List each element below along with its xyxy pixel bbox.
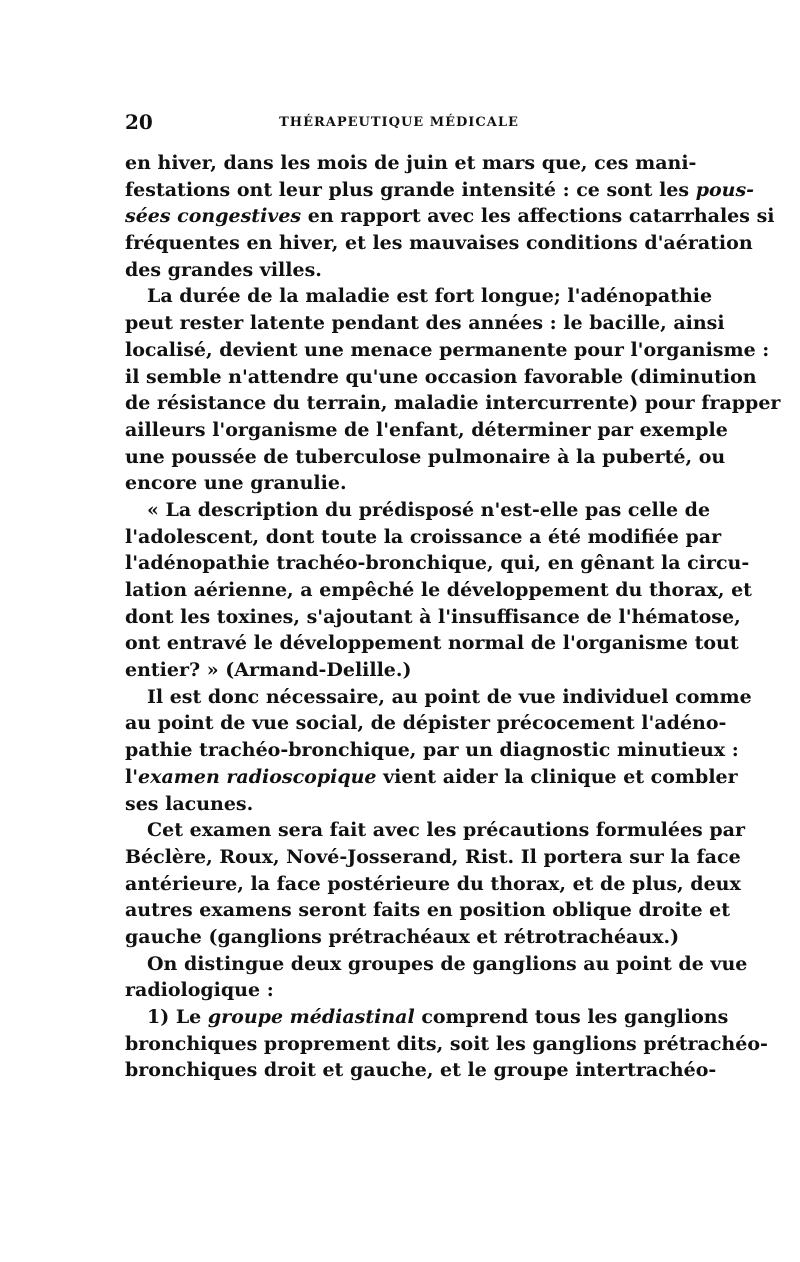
text-line	[125, 177, 755, 204]
text-line	[125, 710, 727, 737]
text-line	[125, 924, 680, 951]
italic-text: sées congestives	[125, 205, 302, 228]
text-run: festations ont leur plus grande intensité : ce sont les	[125, 178, 696, 201]
text-line	[125, 470, 673, 497]
text-line	[125, 444, 726, 471]
text-run: l'adolescent, dont toute la croissance a été modifiée par	[125, 525, 722, 548]
text-run: encore une granulie.	[125, 472, 347, 495]
text-line	[125, 657, 673, 684]
text-run: bronchiques proprement dits, soit les ganglions prétrachéo-	[125, 1032, 768, 1055]
text-run: une poussée de tuberculose pulmonaire à la puberté, ou	[125, 445, 726, 468]
text-line	[125, 1031, 768, 1058]
text-line	[125, 497, 711, 524]
text-line	[125, 684, 752, 711]
text-run: entier? » (Armand-Delille.)	[125, 659, 412, 682]
text-line	[125, 897, 731, 924]
text-run: ses lacunes.	[125, 792, 254, 815]
text-run: antérieure, la face postérieure du thorax, et de plus, deux	[125, 872, 741, 895]
text-line	[125, 951, 748, 978]
text-line	[125, 1004, 729, 1031]
text-run: gauche (ganglions prétrachéaux et rétrotrachéaux.)	[125, 925, 680, 948]
text-run: bronchiques droit et gauche, et le groupe intertrachéo-	[125, 1059, 717, 1082]
text-run: en rapport avec les affections catarrhales si	[301, 205, 775, 228]
text-run: La durée de la maladie est fort longue; l'adénopathie	[147, 285, 713, 308]
text-line	[125, 1057, 717, 1084]
text-line	[125, 764, 738, 791]
page-header	[125, 110, 673, 134]
text-line	[125, 791, 673, 818]
text-run: dont les toxines, s'ajoutant à l'insuffisance de l'hématose,	[125, 605, 741, 628]
text-run: radiologique :	[125, 979, 274, 1002]
text-line	[125, 203, 775, 230]
text-line	[125, 630, 739, 657]
text-line	[125, 577, 752, 604]
text-line	[125, 257, 673, 284]
text-run: « La description du prédisposé n'est-elle pas celle de	[147, 498, 711, 521]
text-run: fréquentes en hiver, et les mauvaises conditions d'aération	[125, 232, 753, 255]
text-line	[125, 871, 741, 898]
text-run: en hiver, dans les mois de juin et mars que, ces mani-	[125, 152, 697, 174]
text-run: ont entravé le développement normal de l'organisme tout	[125, 632, 739, 655]
italic-text: examen radioscopique	[138, 765, 377, 788]
text-line	[125, 604, 741, 631]
text-line	[125, 977, 673, 1004]
text-run: Cet examen sera fait avec les précautions formulées par	[147, 819, 745, 842]
text-run: au point de vue social, de dépister précocement l'adéno-	[125, 712, 727, 735]
text-run: vient aider la clinique et combler	[376, 765, 738, 788]
text-line	[125, 390, 781, 417]
italic-text: pous-	[695, 178, 755, 201]
text-line	[125, 524, 722, 551]
text-run: pathie trachéo-bronchique, par un diagnostic minutieux :	[125, 739, 739, 762]
text-run: comprend tous les ganglions	[414, 1006, 729, 1028]
text-run: l'	[125, 765, 139, 788]
text-line	[125, 817, 745, 844]
text-run: Béclère, Roux, Nové-Josserand, Rist. Il portera sur la face	[125, 845, 741, 868]
text-line	[125, 230, 753, 257]
text-run: 1) Le	[147, 1006, 208, 1028]
text-line	[125, 337, 770, 364]
text-line	[125, 844, 741, 871]
italic-text: groupe médiastinal	[207, 1006, 415, 1028]
text-run: des grandes villes.	[125, 258, 322, 281]
text-run: l'adénopathie trachéo-bronchique, qui, en gênant la circu-	[125, 552, 750, 575]
text-line	[125, 737, 739, 764]
body-text	[125, 150, 781, 1084]
text-run: peut rester latente pendant des années : le bacille, ainsi	[125, 312, 725, 335]
text-line	[125, 310, 725, 337]
text-run: On distingue deux groupes de ganglions au point de vue	[147, 952, 748, 975]
text-run: autres examens seront faits en position oblique droite et	[125, 899, 731, 922]
text-run: localisé, devient une menace permanente pour l'organisme :	[125, 338, 770, 361]
text-line	[125, 364, 757, 391]
text-line	[125, 550, 750, 577]
text-line	[125, 283, 713, 310]
text-run: lation aérienne, a empêché le développement du thorax, et	[125, 579, 752, 601]
text-line	[125, 150, 697, 177]
text-line	[125, 417, 728, 444]
text-run: Il est donc nécessaire, au point de vue individuel comme	[147, 685, 752, 708]
text-run: ailleurs l'organisme de l'enfant, déterminer par exemple	[125, 418, 728, 441]
running-title: THÉRAPEUTIQUE MÉDICALE	[279, 115, 519, 130]
text-run: il semble n'attendre qu'une occasion favorable (diminution	[125, 365, 757, 388]
page-number: 20	[125, 110, 153, 134]
text-run: de résistance du terrain, maladie intercurrente) pour frapper	[125, 392, 781, 415]
